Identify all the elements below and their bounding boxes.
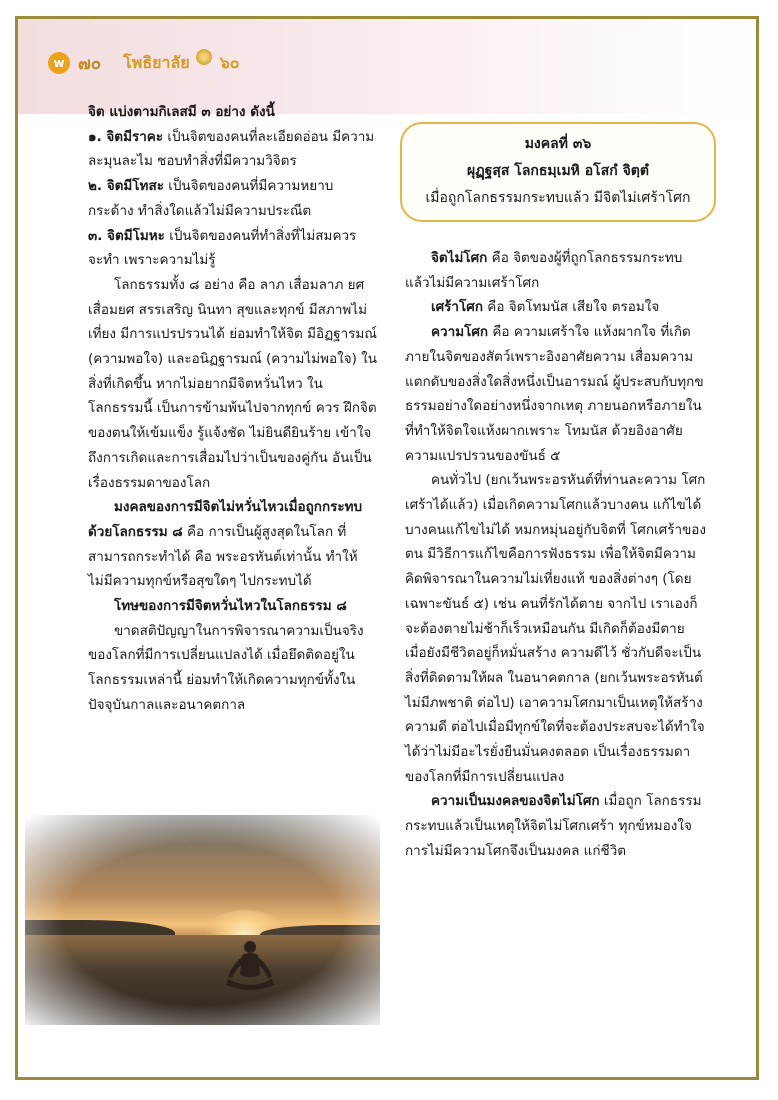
emblem-icon	[196, 49, 212, 65]
paragraph	[88, 594, 378, 619]
body-text: คือ จิตของผู้ที่ถูกโลกธรรมกระทบ แล้วไม่มีความเศร้าโศก	[405, 250, 683, 291]
paragraph	[88, 125, 378, 174]
body-text: เป็นจิตของคนที่ทำสิ่งที่ไม่สมควร จะทำ เพราะความไม่รู้	[88, 227, 357, 269]
bold-text: จิต แบ่งตามกิเลสมี ๓ อย่าง ดังนี้	[88, 104, 275, 120]
mangala-heading-box	[400, 122, 716, 222]
logo-letter: w	[53, 56, 65, 70]
body-text: คนทั่วไป (ยกเว้นพระอรหันต์ที่ท่านละความ โศกเศร้าได้แล้ว) เมื่อเกิดความโศกแล้วบางคน แก้ไขได้ บางคนแก้ไขไม่ได้ หมกหมุ่นอยู่กับจิตที่ โศกเศร้าของตน มีวิธีการแก้ไขคือการฟังธรรม เพื่อให้จิตมีความคิดพิจารณาในความไม่เที่ยงแท้ ของสิ่งต่างๆ (โดยเฉพาะขันธ์ ๕) เช่น คนที่รักได้ตาย จากไป เราเองก็จะต้องตายไม่ช้าก็เร็วเหมือนกัน มีเกิดก็ต้องมีตาย เมื่อยังมีชีวิตอยู่ก็หมั่นสร้าง ความดีไว้ ชั่วกับดีจะเป็นสิ่งที่ติดตามให้ผล ในอนาคตกาล (ยกเว้นพระอรหันต์ไม่มีภพชาติ ต่อไป) เอาความโศกมาเป็นเหตุให้สร้างความดี ต่อไปเมื่อมีทุกข์ใดที่จะต้องประสบจะได้ทำใจ ได้ว่าไม่มีอะไรยั่งยืนมั่นคงตลอด เป็นเรื่องธรรมดา ของโลกที่มีการเปลี่ยนแปลง	[405, 472, 706, 785]
meditating-person-icon	[220, 935, 280, 995]
bold-text: ๓. จิตมีโมหะ	[88, 227, 165, 244]
bold-text: ๒. จิตมีโทสะ	[88, 178, 164, 195]
left-column	[88, 100, 378, 718]
publisher-logo-icon	[48, 52, 70, 74]
paragraph	[405, 320, 710, 468]
body-text: คือ จิตโทมนัส เสียใจ ตรอมใจ	[483, 299, 660, 316]
paragraph	[88, 273, 378, 495]
mangala-pali-verse: ผุฏฺฐสฺส โลกธมฺเมหิ อโสกํ จิตฺตํ	[467, 163, 649, 179]
body-text: เป็นจิตของคนที่ละเอียดอ่อน มีความละมุนละไม ชอบทำสิ่งที่มีความวิจิตร	[88, 128, 375, 170]
bold-text: ความเป็นมงคลของจิตไม่โศก	[431, 793, 600, 810]
page-header	[48, 48, 240, 78]
mangala-translation: เมื่อถูกโลกธรรมกระทบแล้ว มีจิตไม่เศร้าโศก	[425, 190, 691, 206]
paragraph	[405, 295, 710, 320]
paragraph	[405, 468, 710, 789]
body-text: เมื่อถูก โลกธรรมกระทบแล้วเป็นเหตุให้จิตไม่โศกเศร้า ทุกข์หมองใจ การไม่มีความโศกจึงเป็นมงคล แก่ชีวิต	[405, 793, 702, 859]
bold-text: มงคลของการมีจิตไม่หวั่นไหวเมื่อถูกกระทบด้วยโลกธรรม ๘	[88, 499, 363, 540]
paragraph	[405, 789, 710, 863]
paragraph	[88, 224, 378, 273]
paragraph	[405, 246, 710, 295]
right-column	[405, 246, 710, 864]
body-text: เป็นจิตของคนที่มีความหยาบ กระด้าง ทำสิ่งใดแล้วไม่มีความประณีต	[88, 178, 334, 219]
lake-water	[25, 935, 380, 1025]
paragraph	[88, 495, 378, 594]
body-text: โลกธรรมทั้ง ๘ อย่าง คือ ลาภ เสื่อมลาภ ยศ เสื่อมยศ สรรเสริญ นินทา สุขและทุกข์ มีสภาพไม่เที่ยง มีการแปรปรวนได้ ย่อมทำให้จิต มีอิฏฐารมณ์ (ความพอใจ) และอนิฏฐารมณ์ (ความไม่พอใจ) ในสิ่งที่เกิดขึ้น หากไม่อยากมีจิตหวั่นไหว ในโลกธรรมนี้ เป็นการข้ามพ้นไปจากทุกข์ ควร ฝึกจิตของตนให้เข้มแข็ง รู้แจ้งชัด ไม่ยินดียินร้าย เข้าใจถึงการเกิดและการเสื่อมไปว่าเป็นของคู่กัน อันเป็นเรื่องธรรมดาของโลก	[88, 276, 377, 491]
bold-text: โทษของการมีจิตหวั่นไหวในโลกธรรม ๘	[114, 598, 347, 615]
body-text: คือ ความเศร้าใจ แห้งผากใจ ที่เกิดภายในจิตของสัตว์เพราะอิงอาศัยความ เสื่อมความแตกดับของสิ่งใดสิ่งหนึ่งเป็นอารมณ์ ผู้ประสบกับทุกขธรรมอย่างใดอย่างหนึ่งจากเหตุ ภายนอกหรือภายในที่ทำให้จิตใจแห้งผากเพราะ โทมนัส ด้วยอิงอาศัยความแปรปรวนของขันธ์ ๕	[405, 324, 704, 464]
paragraph	[88, 174, 378, 223]
page-number: ๗๐	[78, 53, 102, 74]
mangala-title: มงคลที่ ๓๖	[524, 136, 592, 152]
body-text: ขาดสติปัญญาในการพิจารณาความเป็นจริง ของโลกที่มีการเปลี่ยนแปลงได้ เมื่อยึดติดอยู่ใน โลกธรรมเหล่านี้ ย่อมทำให้เกิดความทุกข์ทั้งใน ปัจจุบันกาลและอนาคตกาล	[88, 622, 364, 713]
meditation-photo	[25, 815, 380, 1025]
body-text: คือ การเป็นผู้สูงสุดในโลก ที่สามารถกระทำได้ คือ พระอรหันต์เท่านั้น ทำให้ ไม่มีความทุกข์หรือสุขใดๆ ไปกระทบได้	[88, 523, 358, 590]
bold-text: เศร้าโศก	[431, 299, 484, 316]
bold-text: จิตไม่โศก	[431, 250, 488, 266]
bold-text: ความโศก	[431, 324, 489, 341]
magazine-title: โพธิยาลัย	[123, 52, 190, 72]
paragraph	[88, 100, 378, 125]
bold-text: ๑. จิตมีราคะ	[88, 128, 164, 145]
paragraph	[88, 619, 378, 718]
magazine-number: ๖๐	[219, 52, 240, 72]
